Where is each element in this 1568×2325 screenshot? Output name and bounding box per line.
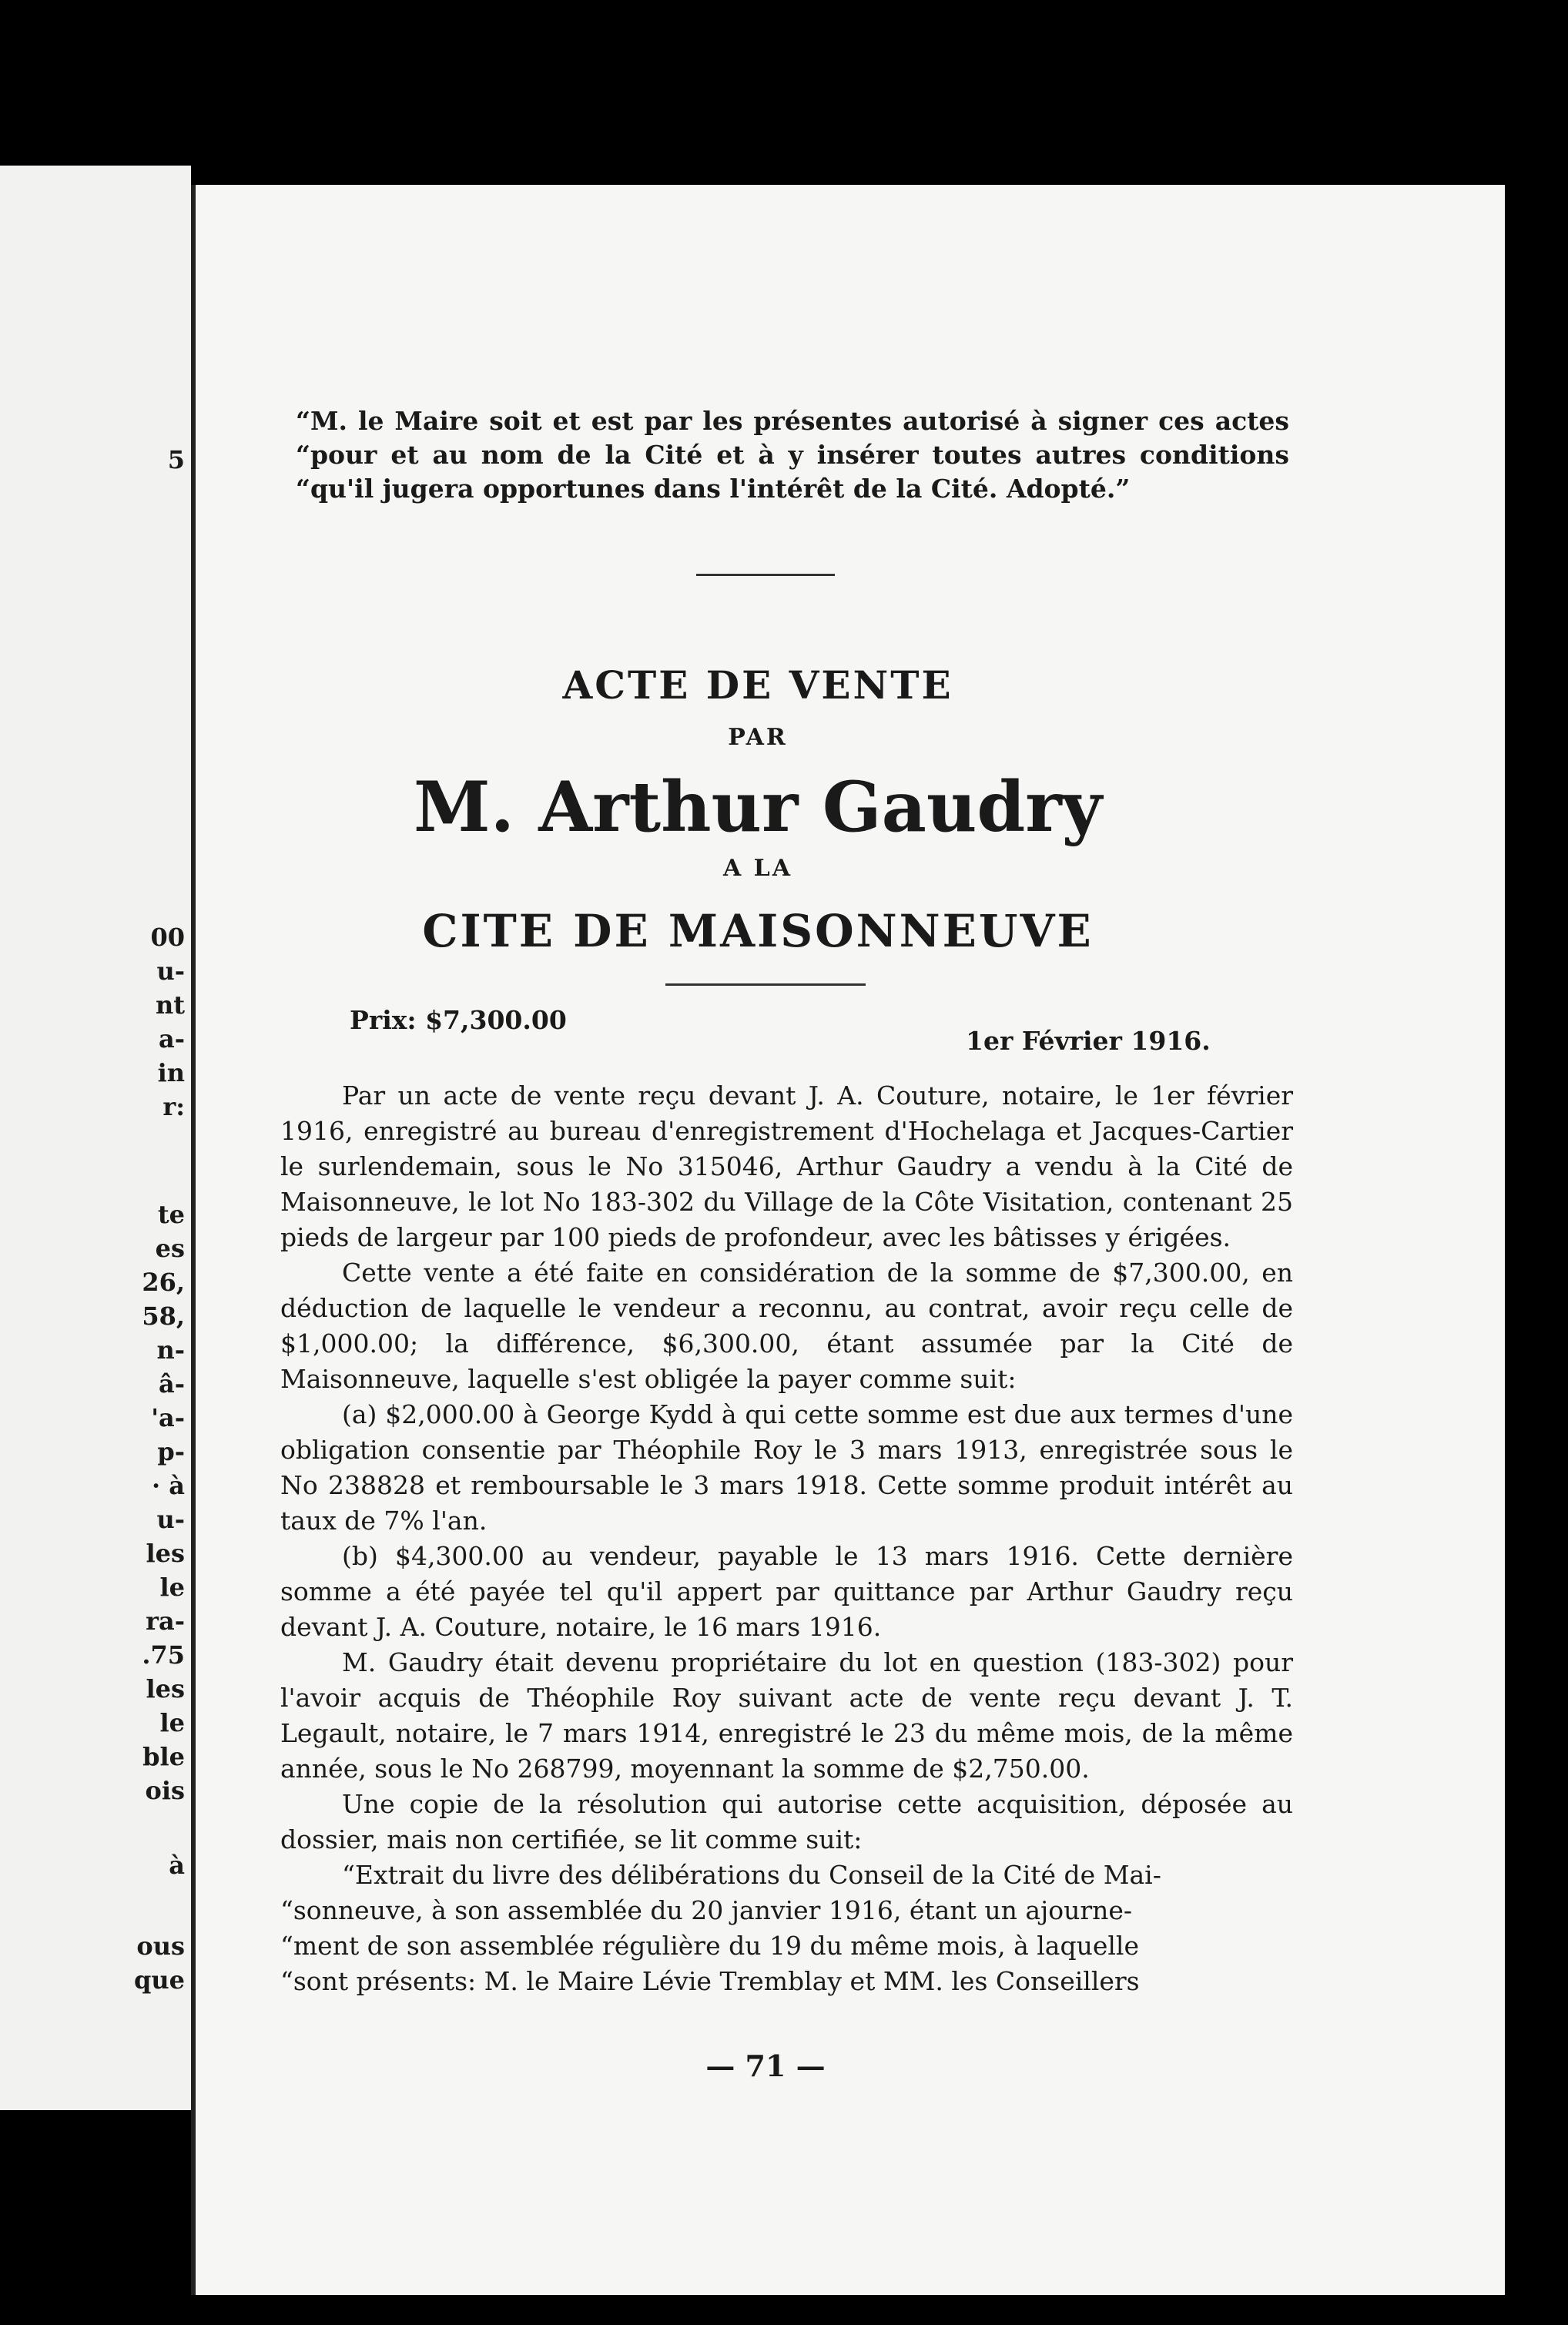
quoted-line: “ment de son assemblée régulière du 19 du même mois, à laquelle	[280, 1931, 1140, 1961]
title-par: PAR	[728, 724, 788, 751]
previous-page-edge	[0, 166, 191, 2110]
left-fragment: les	[146, 1539, 185, 1568]
quoted-line: “sont présents: M. le Maire Lévie Tremblay et MM. les Conseillers	[280, 1966, 1140, 1996]
paragraph: Par un acte de vente reçu devant J. A. Couture, notaire, le 1er février 1916, enregistré au bureau d'enregistrement d'Hochelaga et Jacques-Cartier le surlendemain, sous le No 315046, Arthur Gaudry a vendu à la Cité de Maisonneuve, le lot No 183-302 du Village de la Côte Visitation, contenant 25 pieds de largeur par 100 pieds de profondeur, avec les bâtisses y érigées.	[280, 1080, 1293, 1252]
document-page	[191, 185, 1505, 2295]
page-number: — 71 —	[705, 2049, 826, 2083]
left-fragment: nt	[155, 990, 185, 1020]
quoted-line: “Extrait du livre des délibérations du Conseil de la Cité de Mai-	[342, 1860, 1161, 1890]
left-fragment: à	[169, 1851, 185, 1880]
left-fragment: â-	[158, 1369, 185, 1399]
left-fragment: 00	[150, 923, 185, 952]
left-fragment: 5	[167, 445, 185, 474]
paragraph: (a) $2,000.00 à George Kydd à qui cette somme est due aux termes d'une obligation consentie par Théophile Roy le 3 mars 1913, enregistrée sous le No 238828 et remboursable le 3 mars 1918. Cette somme produit intérêt au taux de 7% l'an.	[280, 1399, 1293, 1536]
left-fragment: ois	[145, 1776, 185, 1805]
title-buyer: CITE DE MAISONNEUVE	[422, 905, 1094, 957]
paragraph: Une copie de la résolution qui autorise cette acquisition, déposée au dossier, mais non certifiée, se lit comme suit:	[280, 1789, 1293, 1854]
left-fragment: que	[134, 1965, 185, 1995]
left-fragment: 'a-	[151, 1403, 185, 1432]
left-fragment: · à	[151, 1471, 185, 1500]
left-fragment: le	[159, 1708, 185, 1737]
date-label: 1er Février 1916.	[966, 1026, 1211, 1056]
left-fragment: .75	[142, 1640, 185, 1670]
left-fragment: les	[146, 1674, 185, 1704]
separator-rule	[696, 574, 835, 576]
separator-rule	[665, 983, 866, 986]
quoted-line: “sonneuve, à son assemblée du 20 janvier 1916, étant un ajourne-	[280, 1895, 1133, 1925]
left-fragment: u-	[156, 956, 185, 986]
title-seller-name: M. Arthur Gaudry	[414, 766, 1102, 848]
left-fragment: es	[155, 1234, 185, 1263]
price-label: Prix: $7,300.00	[350, 1005, 567, 1035]
left-fragment: te	[157, 1200, 185, 1229]
intro-quote: “M. le Maire soit et est par les présentes autorisé à signer ces actes “pour et au nom de la Cité et à y insérer toutes autres conditions “qu'il jugera opportunes dans l'intérêt de la Cité. Adopté.”	[296, 406, 1289, 504]
left-fragment: in	[157, 1058, 185, 1087]
paragraph: (b) $4,300.00 au vendeur, payable le 13 mars 1916. Cette dernière somme a été payée tel qu'il appert par quittance par Arthur Gaudry reçu devant J. A. Couture, notaire, le 16 mars 1916.	[280, 1541, 1293, 1642]
title-a-la: A LA	[722, 855, 793, 882]
paragraph: M. Gaudry était devenu propriétaire du lot en question (183-302) pour l'avoir acquis de Théophile Roy suivant acte de vente reçu devant J. T. Legault, notaire, le 7 mars 1914, enregistré le 23 du même mois, de la même année, sous le No 268799, moyennant la somme de $2,750.00.	[280, 1647, 1293, 1784]
left-fragment: ble	[142, 1742, 185, 1771]
left-fragment: u-	[156, 1505, 185, 1534]
title-acte-de-vente: ACTE DE VENTE	[562, 662, 953, 708]
paragraph: Cette vente a été faite en considération de la somme de $7,300.00, en déduction de laquelle le vendeur a reconnu, au contrat, avoir reçu celle de $1,000.00; la différence, $6,300.00, étant assumée par la Cité de Maisonneuve, laquelle s'est obligée la payer comme suit:	[280, 1258, 1293, 1394]
left-fragment: ra-	[146, 1606, 185, 1636]
left-fragment: r:	[162, 1092, 185, 1121]
left-fragment: n-	[156, 1335, 185, 1365]
left-fragment: p-	[157, 1437, 185, 1466]
body-text	[280, 1078, 1293, 1999]
left-fragment: le	[159, 1573, 185, 1602]
left-fragment: ous	[136, 1931, 185, 1961]
left-fragment: 26,	[142, 1268, 185, 1297]
left-fragment: 58,	[142, 1302, 185, 1331]
left-fragment: a-	[158, 1024, 185, 1054]
